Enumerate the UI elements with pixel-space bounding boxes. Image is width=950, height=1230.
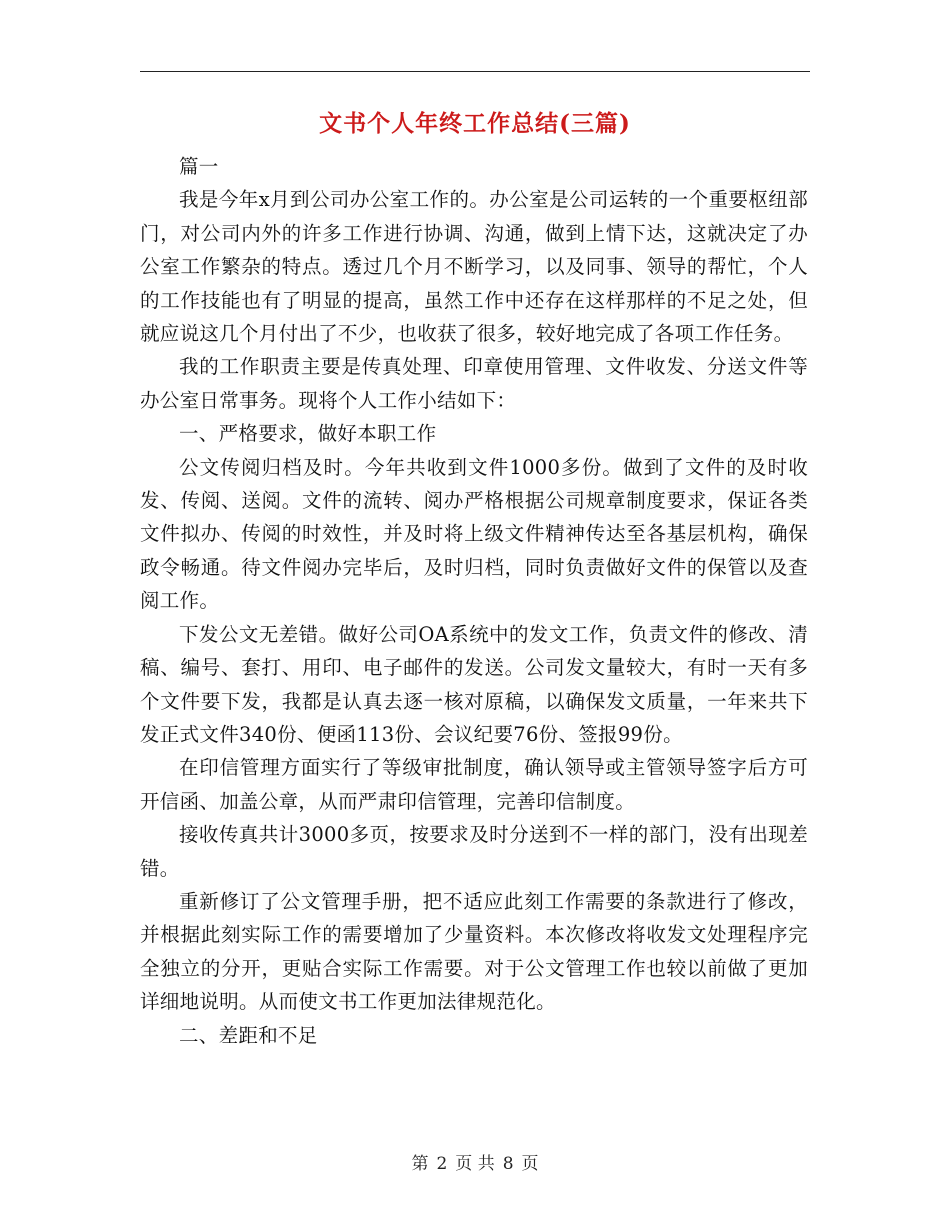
paragraph-intro: 我是今年x月到公司办公室工作的。办公室是公司运转的一个重要枢纽部门，对公司内外的许多工作进行协调、沟通，做到上情下达，这就决定了办公室工作繁杂的特点。透过几个月不断学习，以及同事、领导的帮忙，个人的工作技能也有了明显的提高，虽然工作中还存在这样那样的不足之处，但就应说这几个月付出了不少，也收获了很多，较好地完成了各项工作任务。 xyxy=(140,188,808,346)
footer-suffix: 页 xyxy=(521,1154,539,1174)
footer-prefix: 第 xyxy=(411,1154,429,1174)
paragraph-duties: 我的工作职责主要是传真处理、印章使用管理、文件收发、分送文件等办公室日常事务。现将个人工作小结如下： xyxy=(140,355,808,412)
document-body xyxy=(140,150,808,1052)
document-title: 文书个人年终工作总结(三篇) xyxy=(319,110,631,137)
paragraph-seal-management: 在印信管理方面实行了等级审批制度，确认领导或主管领导签字后方可开信函、加盖公章，从而严肃印信管理，完善印信制度。 xyxy=(140,756,808,813)
header-rule xyxy=(140,71,810,72)
footer-total-pages: 8 xyxy=(502,1154,514,1174)
paragraph-manual-revision: 重新修订了公文管理手册，把不适应此刻工作需要的条款进行了修改，并根据此刻实际工作的需要增加了少量资料。本次修改将收发文处理程序完全独立的分开，更贴合实际工作需要。对于公文管理工作也较以前做了更加详细地说明。从而使文书工作更加法律规范化。 xyxy=(140,889,808,1014)
paragraph-document-issuing: 下发公文无差错。做好公司OA系统中的发文工作，负责文件的修改、清稿、编号、套打、用印、电子邮件的发送。公司发文量较大，有时一天有多个文件要下发，我都是认真去逐一核对原稿，以确保发文质量，一年来共下发正式文件340份、便函113份、会议纪要76份、签报99份。 xyxy=(140,622,808,746)
heading-section-two: 二、差距和不足 xyxy=(179,1023,318,1047)
footer-middle: 页 共 xyxy=(455,1154,495,1174)
page-footer xyxy=(140,1152,810,1176)
paragraph-fax-handling: 接收传真共计3000多页，按要求及时分送到不一样的部门，没有出现差错。 xyxy=(140,823,808,880)
section-label: 篇一 xyxy=(179,155,219,178)
heading-section-one: 一、严格要求，做好本职工作 xyxy=(179,422,437,446)
paragraph-document-circulation: 公文传阅归档及时。今年共收到文件1000多份。做到了文件的及时收发、传阅、送阅。文件的流转、阅办严格根据公司规章制度要求，保证各类文件拟办、传阅的时效性，并及时将上级文件精神传达至各基层机构，确保政令畅通。待文件阅办完毕后，及时归档，同时负责做好文件的保管以及查阅工作。 xyxy=(140,455,808,613)
footer-current-page: 2 xyxy=(436,1154,448,1174)
